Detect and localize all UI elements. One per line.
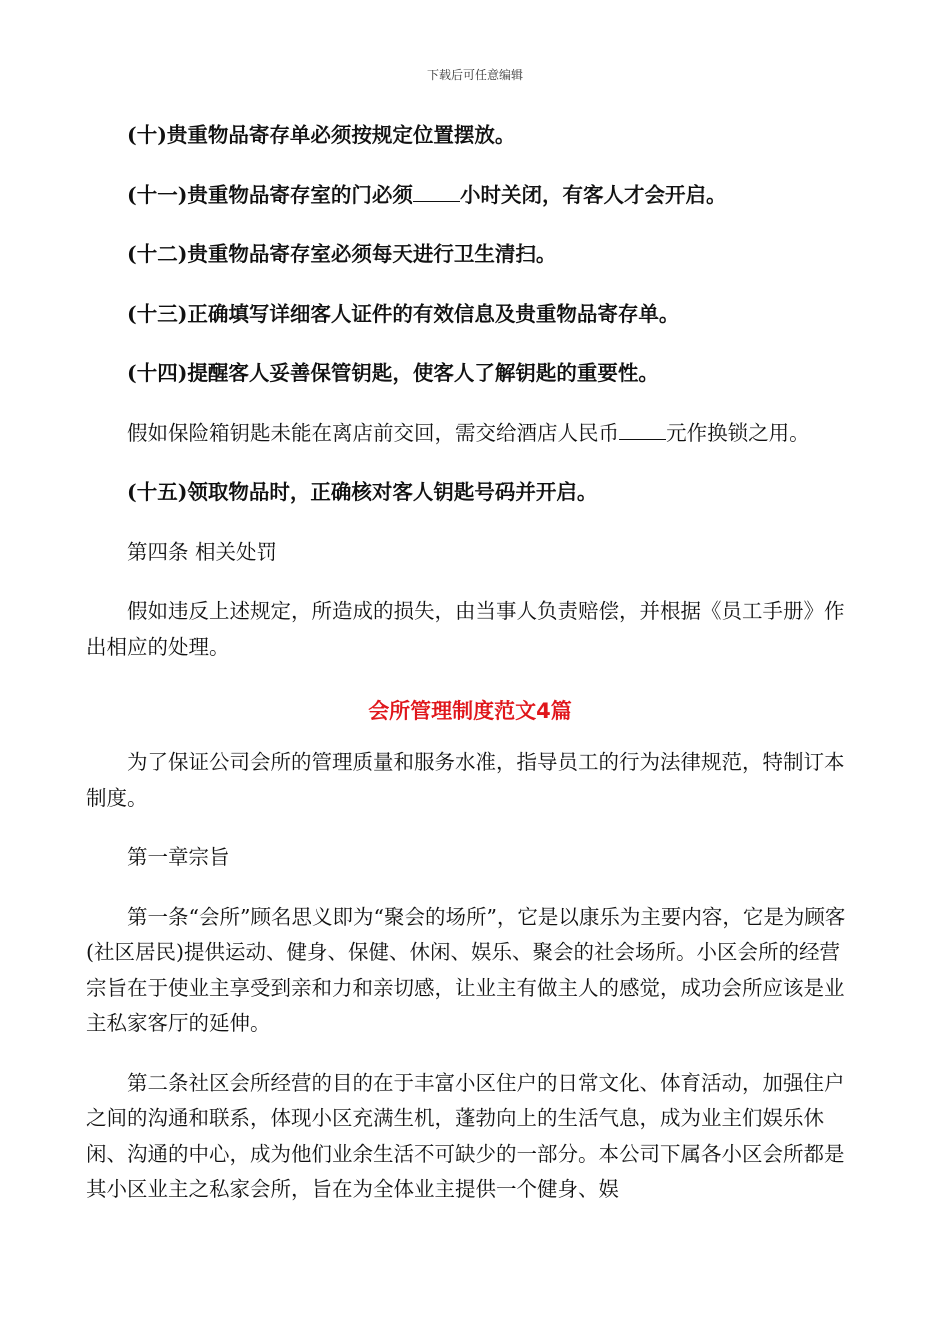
rule-item-14: (十四)提醒客人妥善保管钥匙，使客人了解钥匙的重要性。 xyxy=(127,361,659,385)
rule-item-11 xyxy=(86,178,854,214)
article-1-paragraph: 第一条“会所”顾名思义即为“聚会的场所”，它是以康乐为主要内容，它是为顾客(社区居民)提供运动、健身、保健、休闲、娱乐、聚会的社会场所。小区会所的经营宗旨在于使业主享受到亲和力和亲切感，让业主有做主人的感觉，成功会所应该是业主私家客厅的延伸。 xyxy=(86,904,846,1035)
fill-blank xyxy=(413,182,460,201)
rule-item-10: (十)贵重物品寄存单必须按规定位置摆放。 xyxy=(127,123,516,147)
rule-item-13: (十三)正确填写详细客人证件的有效信息及贵重物品寄存单。 xyxy=(127,301,680,326)
article-2-paragraph: 第二条社区会所经营的目的在于丰富小区住户的日常文化、体育活动，加强住户之间的沟通和联系，体现小区充满生机，蓬勃向上的生活气息，成为业主们娱乐休闲、沟通的中心，成为他们业余生活不可缺少的一部分。本公司下属各小区会所都是其小区业主之私家会所，旨在为全体业主提供一个健身、娱 xyxy=(86,1070,845,1201)
chapter-1-heading: 第一章宗旨 xyxy=(127,845,230,869)
header-note: 下载后可任意编辑 xyxy=(426,68,523,82)
rule-item-11-text-b: 小时关闭，有客人才会开启。 xyxy=(460,182,727,207)
rule-item-12: (十二)贵重物品寄存室必须每天进行卫生清扫。 xyxy=(127,242,557,266)
article-4-heading: 第四条 相关处罚 xyxy=(127,539,278,564)
article-4-body: 假如违反上述规定，所造成的损失，由当事人负责赔偿，并根据《员工手册》作出相应的处理。 xyxy=(86,599,845,659)
section-title: 会所管理制度范文4篇 xyxy=(368,699,572,723)
fill-blank xyxy=(619,420,666,439)
lost-key-text-b: 元作换锁之用。 xyxy=(666,420,810,445)
lost-key-text-a: 假如保险箱钥匙未能在离店前交回，需交给酒店人民币 xyxy=(127,420,619,445)
document-body xyxy=(86,118,854,1208)
intro-paragraph: 为了保证公司会所的管理质量和服务水准，指导员工的行为法律规范，特制订本制度。 xyxy=(86,750,845,810)
rule-item-15: (十五)领取物品时，正确核对客人钥匙号码并开启。 xyxy=(127,480,598,504)
lost-key-paragraph xyxy=(86,416,854,452)
rule-item-11-text-a: (十一)贵重物品寄存室的门必须 xyxy=(127,182,413,207)
